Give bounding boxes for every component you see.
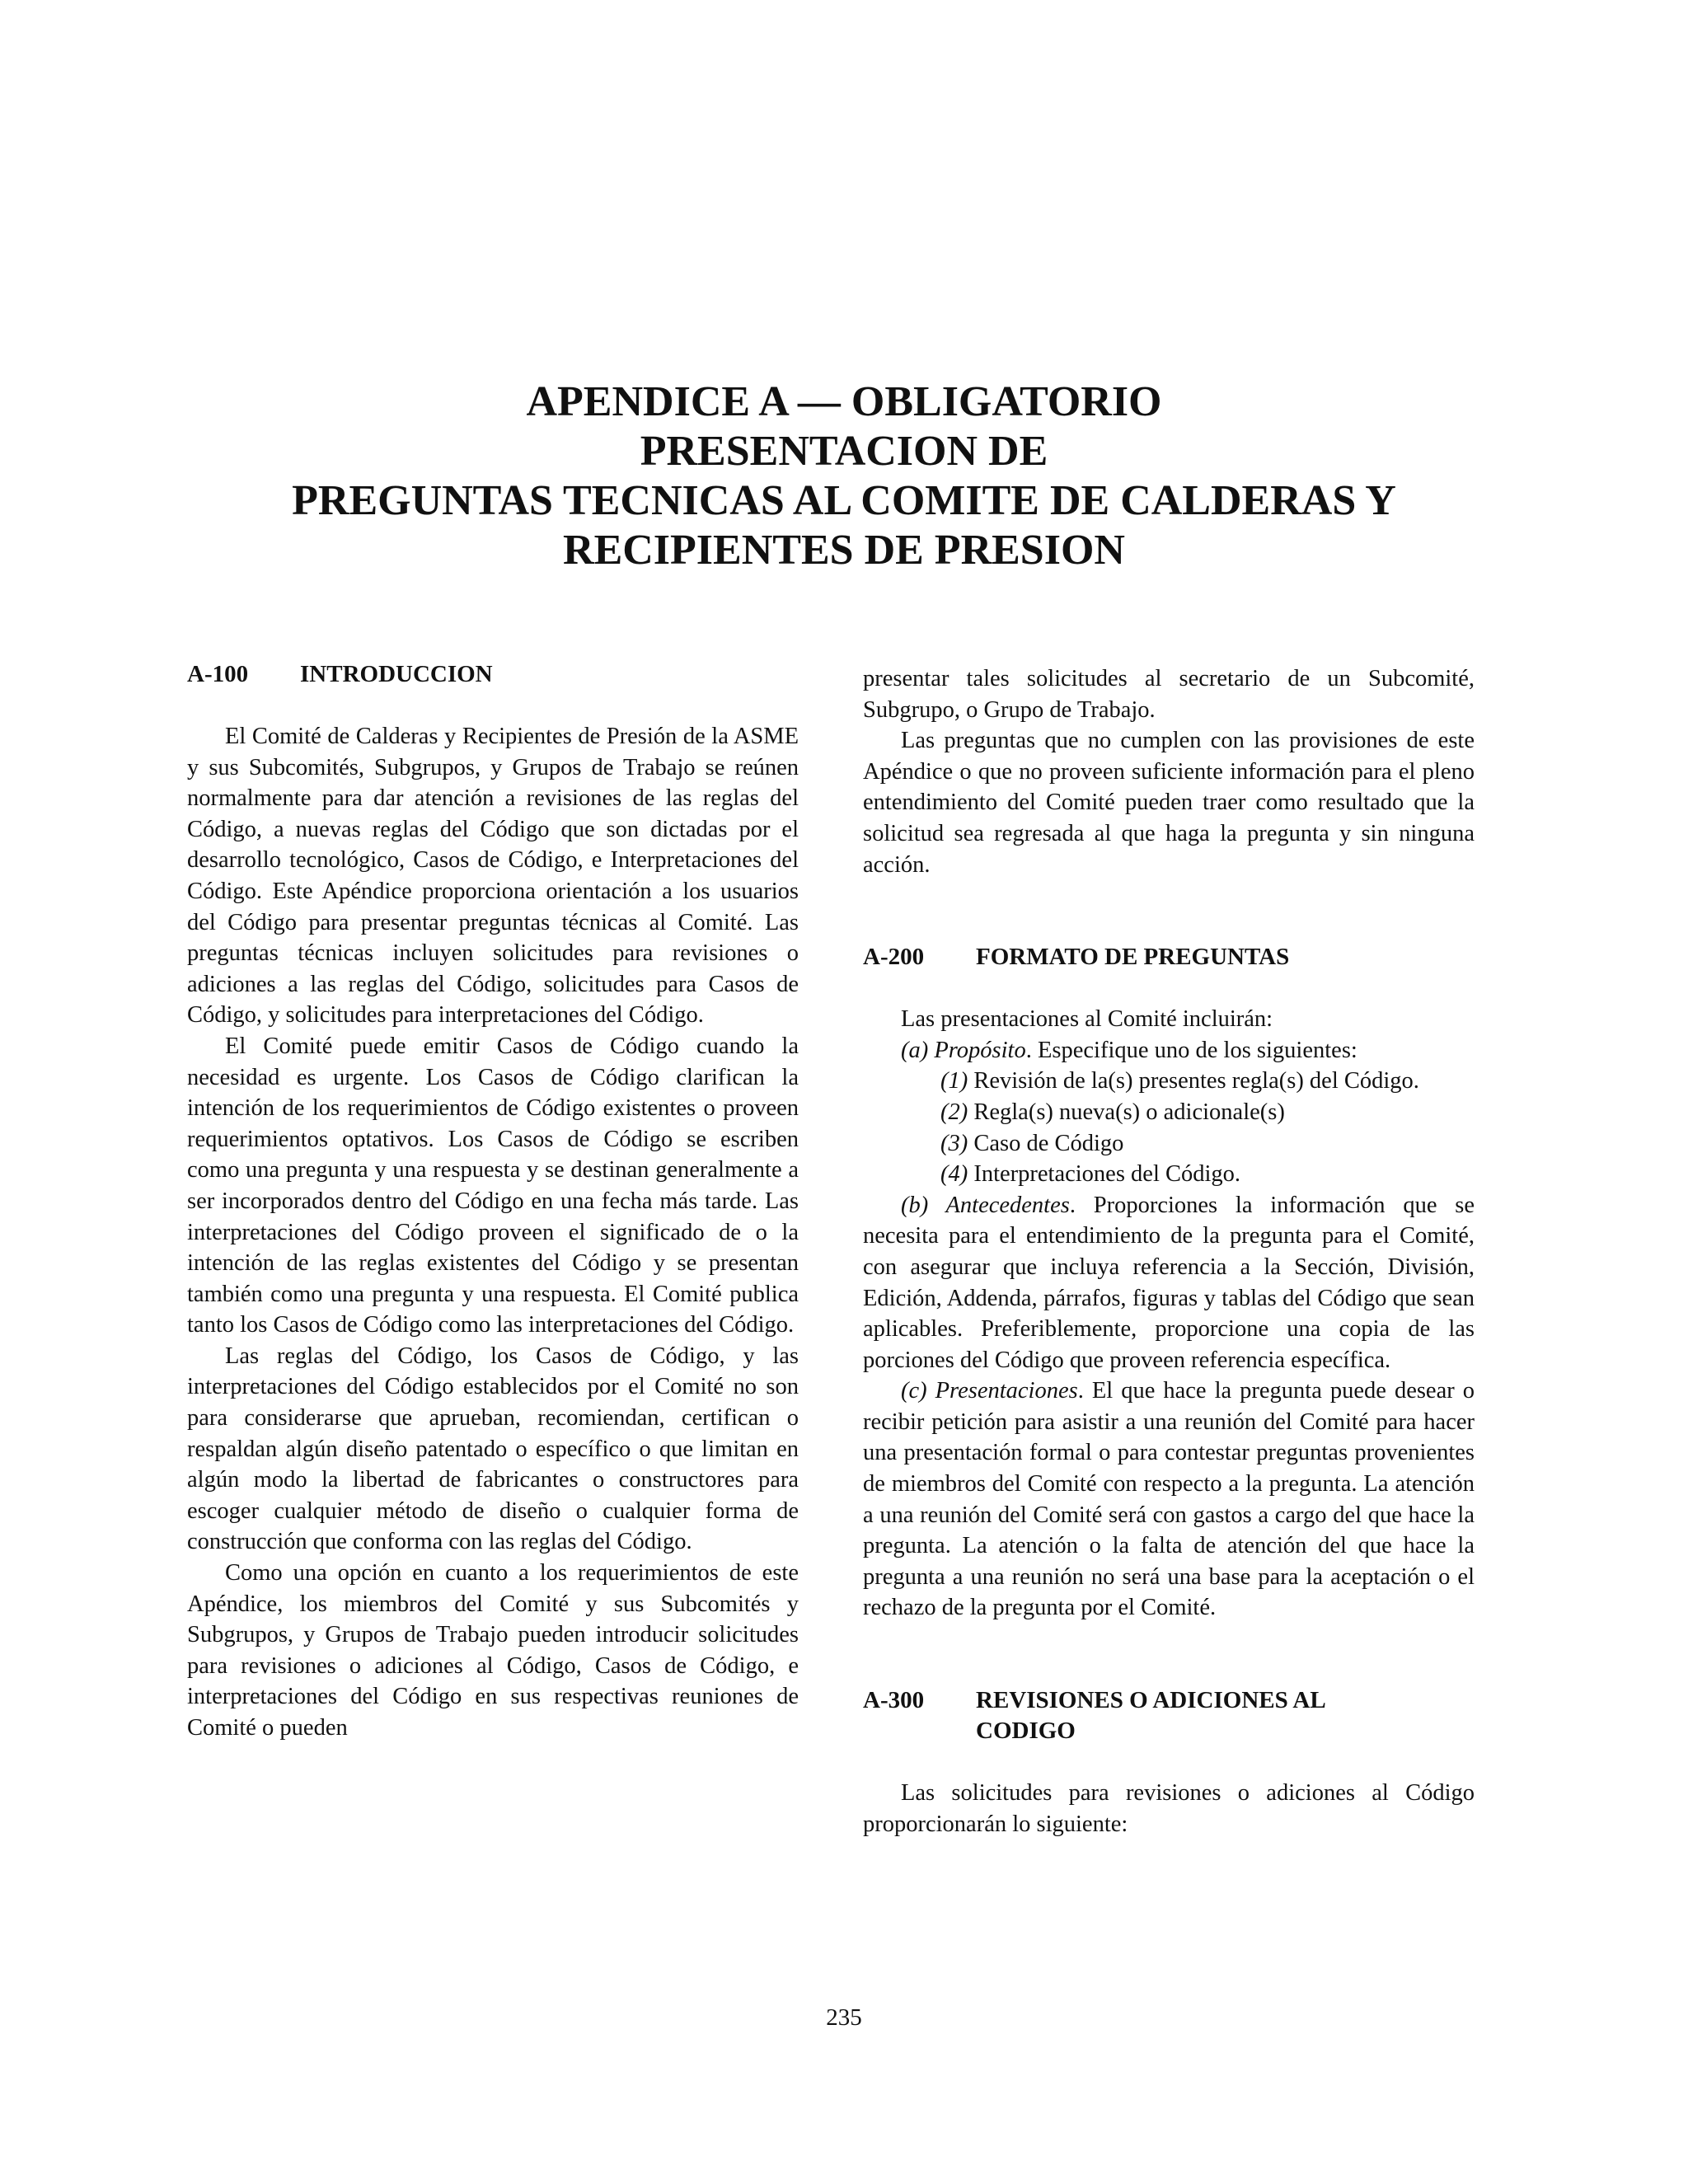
section-title — [976, 1685, 1475, 1746]
item-label: (b) Antecedentes — [901, 1192, 1070, 1218]
list-item — [863, 1159, 1475, 1190]
item-c — [863, 1376, 1475, 1624]
list-item — [863, 1097, 1475, 1128]
section-heading-a100 — [187, 659, 799, 690]
paragraph: El Comité puede emitir Casos de Código cuando la necesidad es urgente. Los Casos de Código clarifican la intención de los requerimientos de Código existentes o proveen requerimientos optativos. Los Casos de Código se escriben como una pregunta y una respuesta y se destinan generalmente a ser incorporados dentro del Código en una fecha más tarde. Las interpretaciones del Código proveen el significado de o la intención de las reglas existentes del Código y se presentan también como una pregunta y una respuesta. El Comité publica tanto los Casos de Código como las interpretaciones del Código. — [187, 1033, 799, 1338]
appendix-title — [0, 377, 1688, 575]
section-heading-a200 — [863, 942, 1475, 972]
item-b — [863, 1190, 1475, 1376]
paragraph: Como una opción en cuanto a los requerimientos de este Apéndice, los miembros del Comité y sus Subcomités y Subgrupos, y Grupos de Trabajo pueden introducir solicitudes para revisiones o adiciones al Código, Casos de Código, e interpretaciones del Código en sus respectivas reuniones de Comité o pueden — [187, 1560, 799, 1741]
paragraph: Las presentaciones al Comité incluirán: — [901, 1006, 1273, 1033]
right-column — [863, 663, 1475, 1840]
item-label: (2) — [940, 1099, 968, 1125]
item-label: (a) Propósito — [901, 1037, 1026, 1063]
section-title-line: REVISIONES O ADICIONES AL — [976, 1687, 1326, 1714]
item-label: (1) — [940, 1068, 968, 1094]
section-number: A-200 — [863, 944, 925, 971]
list-item — [863, 1066, 1475, 1097]
section-number: A-100 — [187, 661, 249, 687]
item-text: Regla(s) nueva(s) o adicionale(s) — [968, 1099, 1285, 1125]
paragraph: Las solicitudes para revisiones o adiciones al Código proporcionarán lo siguiente: — [863, 1780, 1475, 1837]
list-item — [863, 1128, 1475, 1160]
item-text: . Proporciones la información que se necesita para el entendimiento de la pregunta para el Comité, con asegurar que incluya referencia a la Sección, División, Edición, Addenda, párrafos, figuras y tablas del Código que sean aplicables. Preferiblemente, proporcione una copia de las porciones del Código que proveen referencia específica. — [863, 1192, 1475, 1373]
item-label: (3) — [940, 1130, 968, 1156]
paragraph: El Comité de Calderas y Recipientes de Presión de la ASME y sus Subcomités, Subgrupos, y Grupos de Trabajo se reúnen normalmente para dar atención a revisiones de las reglas del Código, a nuevas reglas del Código que son dictadas por el desarrollo tecnológico, Casos de Código, e Interpretaciones del Código. Este Apéndice proporciona orientación a los usuarios del Código para presentar preguntas técnicas al Comité. Las preguntas técnicas incluyen solicitudes para revisiones o adiciones a las reglas del Código, solicitudes para Casos de Código, y solicitudes para interpretaciones del Código. — [187, 724, 799, 1029]
section-title-line: CODIGO — [976, 1718, 1076, 1745]
item-label: (4) — [940, 1161, 968, 1188]
item-a — [863, 1035, 1475, 1066]
item-text: Revisión de la(s) presentes regla(s) del Código. — [968, 1068, 1419, 1094]
item-text: Interpretaciones del Código. — [968, 1161, 1241, 1188]
item-text: . El que hace la pregunta puede desear o recibir petición para asistir a una reunión del Comité para hacer una presentación formal o para contestar preguntas provenientes de miembros del Comité con respecto a la pregunta. La atención a una reunión del Comité será con gastos a cargo del que hace la pregunta. La atención o la falta de atención del que hace la pregunta a una reunión no será una base para la aceptación o el rechazo de la pregunta por el Comité. — [863, 1378, 1475, 1621]
title-line-4: RECIPIENTES DE PRESION — [563, 527, 1125, 574]
section-heading-a300 — [863, 1685, 1475, 1746]
paragraph: Las preguntas que no cumplen con las provisiones de este Apéndice o que no proveen suficiente información para el pleno entendimiento del Comité pueden traer como resultado que la solicitud sea regresada al que haga la pregunta y sin ninguna acción. — [863, 728, 1475, 878]
item-text: Caso de Código — [968, 1130, 1124, 1156]
section-number: A-300 — [863, 1687, 925, 1714]
item-label: (c) Presentaciones — [901, 1378, 1078, 1404]
paragraph-continuation: presentar tales solicitudes al secretario de un Subcomité, Subgrupo, o Grupo de Trabajo. — [863, 666, 1475, 723]
title-line-2: PRESENTACION DE — [640, 428, 1048, 475]
title-line-3: PREGUNTAS TECNICAS AL COMITE DE CALDERAS Y — [292, 477, 1396, 524]
item-text: . Especifique uno de los siguientes: — [1025, 1037, 1357, 1063]
paragraph: Las reglas del Código, los Casos de Código, y las interpretaciones del Código establecidos por el Comité no son para considerarse que aprueban, recomiendan, certifican o respaldan algún diseño patentado o específico o que limitan en algún modo la libertad de fabricantes o constructores para escoger cualquier método de diseño o cualquier forma de construcción que conforma con las reglas del Código. — [187, 1343, 799, 1555]
section-title: FORMATO DE PREGUNTAS — [976, 944, 1290, 971]
title-line-1: APENDICE A — OBLIGATORIO — [526, 378, 1162, 425]
section-title: INTRODUCCION — [300, 661, 493, 687]
left-column — [187, 659, 799, 1744]
page-number: 235 — [826, 2004, 862, 2031]
